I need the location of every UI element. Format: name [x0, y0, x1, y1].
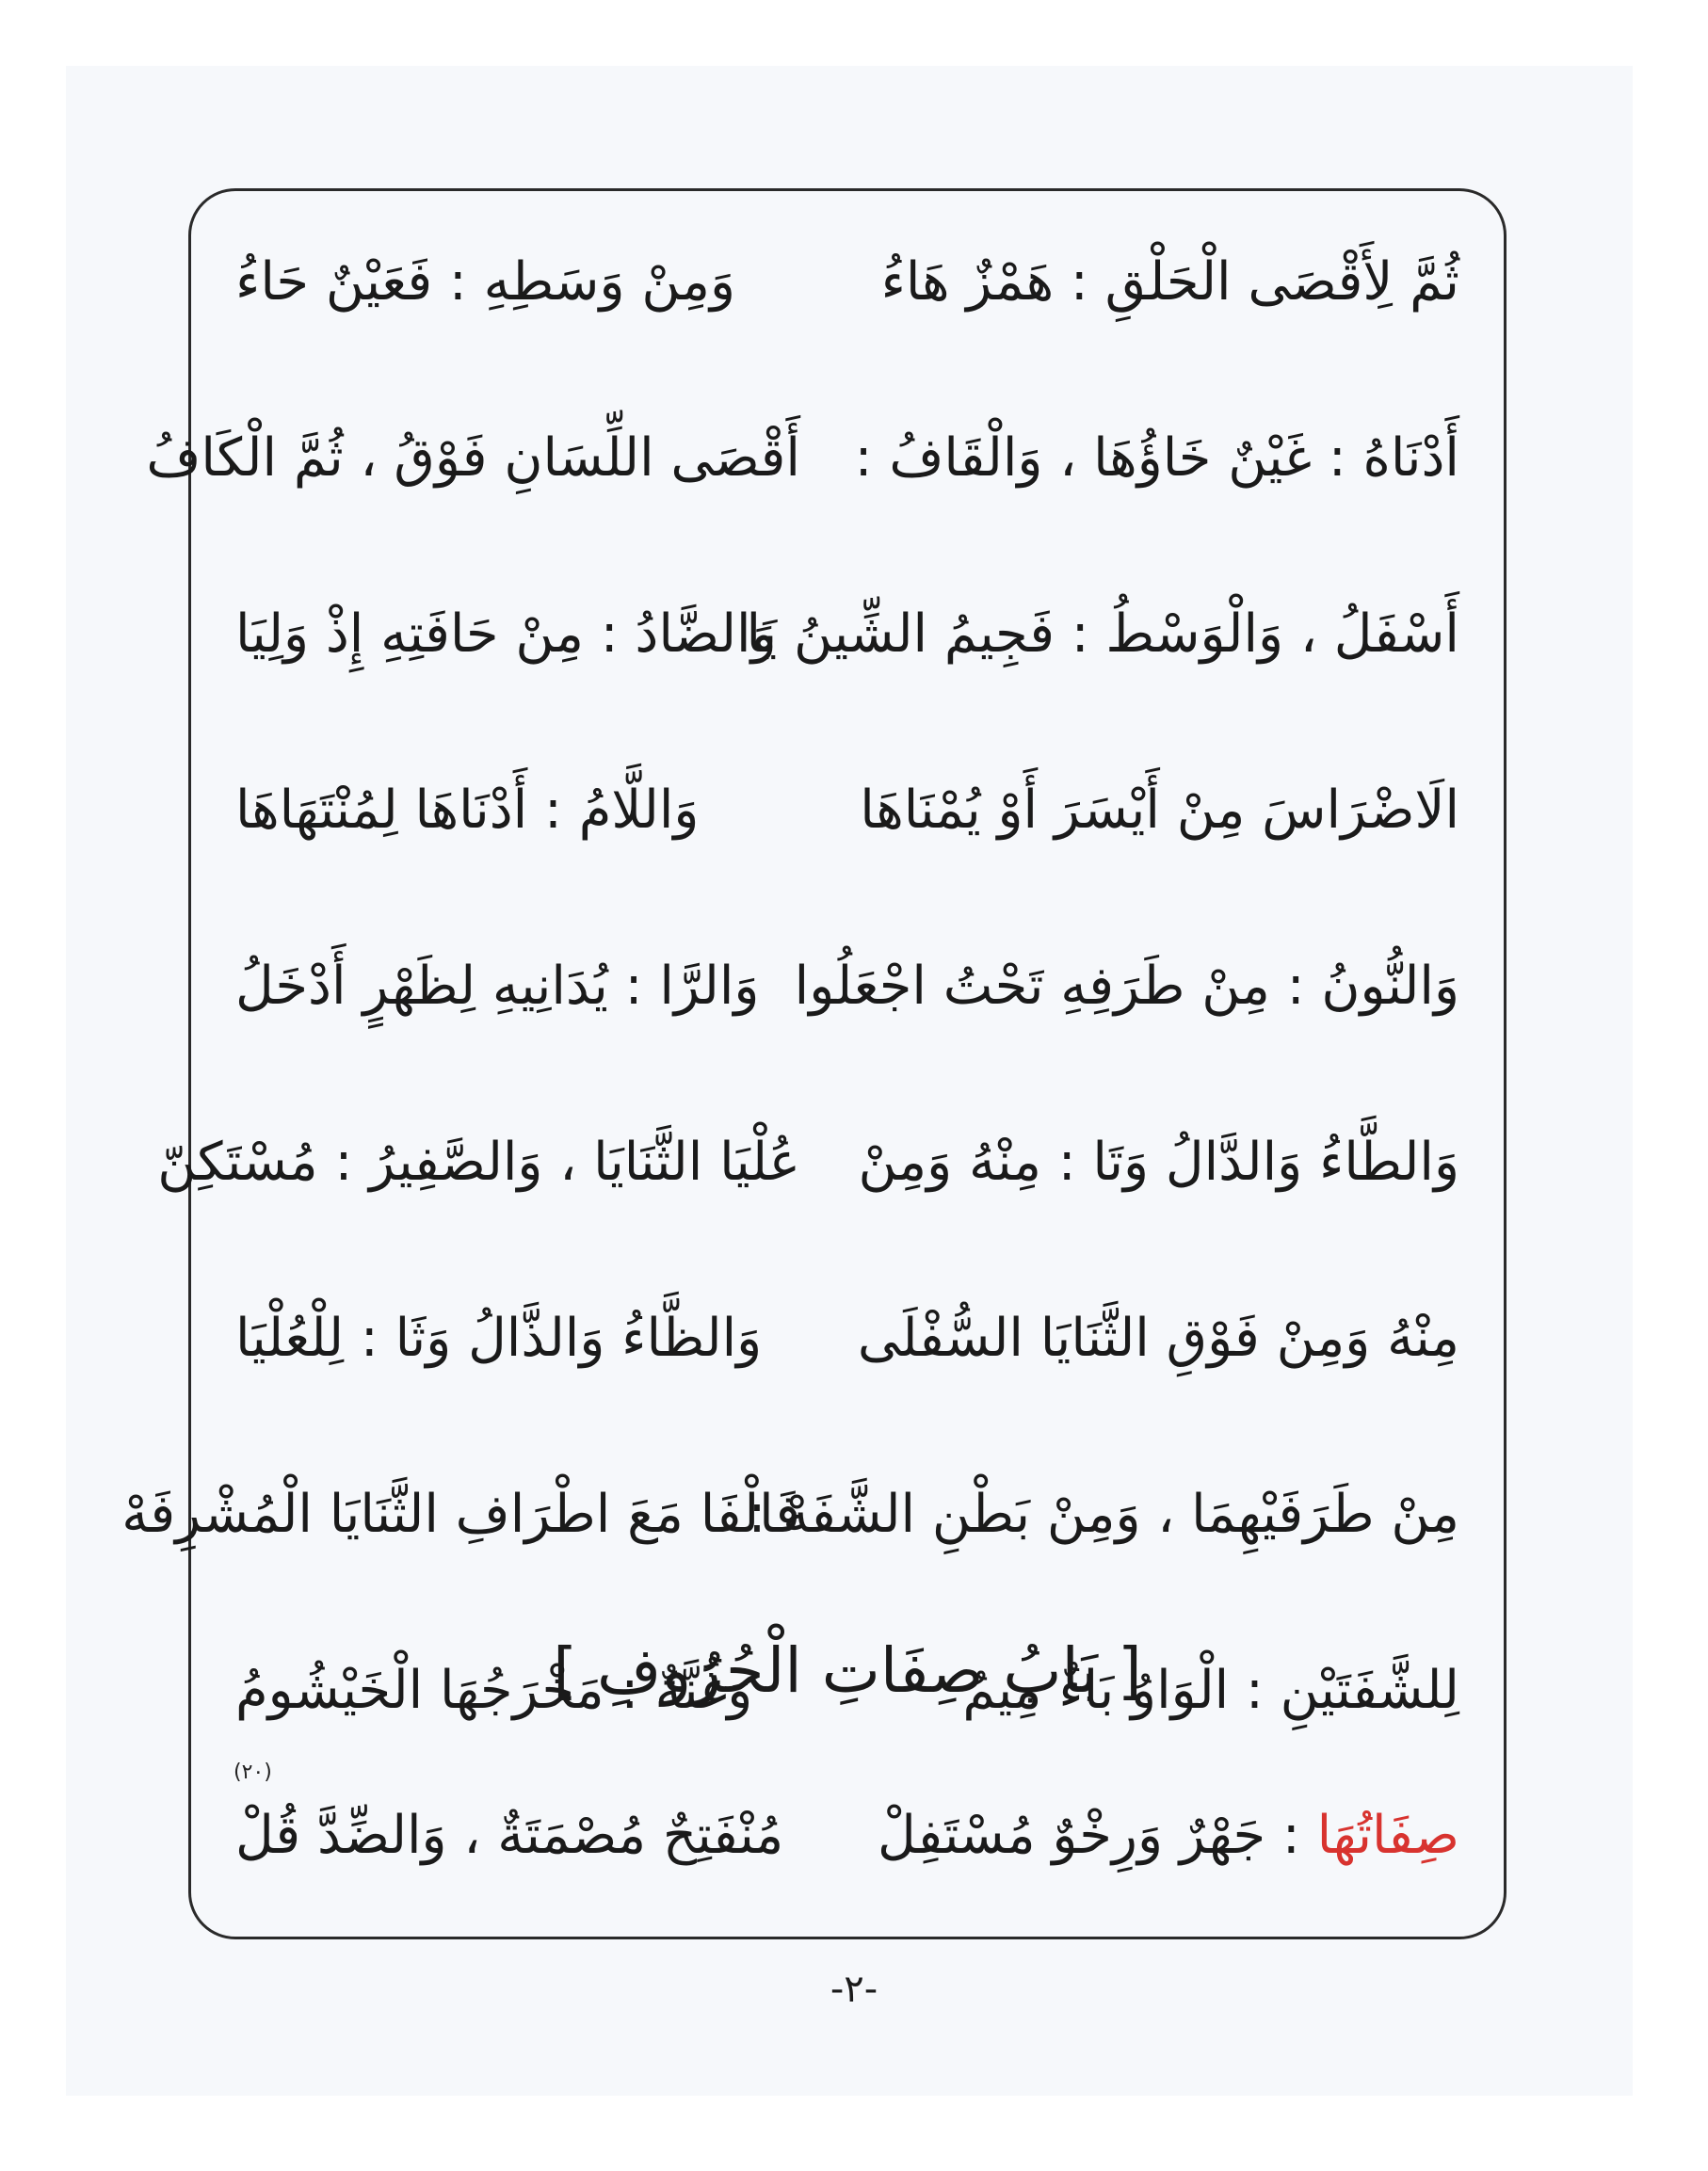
verse-first-hemistich: ثُمَّ لِأَقْصَى الْحَلْقِ : هَمْزٌ هَاءُ [880, 251, 1459, 313]
verse-second-hemistich: وَغُنَّةٌ : مَخْرَجُهَا الْخَيْشُومُ [235, 1660, 753, 1721]
verse-first-hemistich: أَدْنَاهُ : غَيْنٌ خَاؤُهَا ، وَالْقَافُ : [854, 427, 1459, 489]
verse-first-hemistich: لِلشَّفَتَيْنِ : الْوَاوُ بَاءٌ مِيمُ [962, 1660, 1459, 1721]
page-number: -٢- [830, 1968, 878, 2011]
verse-line [235, 1268, 1459, 1444]
verse-first-hemistich: وَالنُّونُ : مِنْ طَرَفِهِ تَحْتُ اجْعَلُوا [794, 956, 1459, 1017]
verse-second-hemistich: أَقْصَى اللِّسَانِ فَوْقُ ، ثُمَّ الْكَافُ [146, 427, 800, 489]
verse-second-hemistich: وَاللَّامُ : أَدْنَاهَا لِمُنْتَهَاهَا [235, 780, 700, 841]
verse-number: (٢٠) [234, 1761, 272, 1784]
verse-line [235, 1793, 1459, 1888]
verse-line [146, 388, 1459, 564]
verse-first-hemistich: وَالطَّاءُ وَالدَّالُ وَتَا : مِنْهُ وَمِنْ [858, 1132, 1459, 1193]
verse-line [235, 212, 1459, 388]
verse-second-hemistich: عُلْيَا الثَّنَايَا ، وَالصَّفِيرُ : مُسْتَكِنّ [157, 1132, 800, 1193]
verse-second-hemistich: فَالْفَا مَعَ اطْرَافِ الثَّنَايَا الْمُشْرِفَهْ [121, 1484, 800, 1545]
verse-line [157, 1092, 1459, 1268]
verse-second-hemistich: وَالضَّادُ : مِنْ حَافَتِهِ إِذْ وَلِيَا [235, 603, 777, 665]
verse-first-hemistich: مِنْ طَرَفَيْهِمَا ، وَمِنْ بَطْنِ الشَّفَهْ : [748, 1484, 1459, 1545]
attributes-label: صِفَاتُهَا [1316, 1805, 1459, 1866]
verse-line [235, 740, 1459, 916]
verse-first-hemistich-text: : جَهْرٌ وَرِخْوٌ مُسْتَفِلْ [877, 1805, 1317, 1866]
verse-line [235, 564, 1459, 740]
verse-second-hemistich: وَالرَّا : يُدَانِيهِ لِظَهْرٍ أَدْخَلُ [235, 956, 760, 1017]
verse-line [235, 916, 1459, 1092]
verse-line [121, 1444, 1459, 1620]
verse-second-hemistich: وَالظَّاءُ وَالذَّالُ وَثَا : لِلْعُلْيَا [235, 1308, 763, 1369]
chapter-title: [ بَابُ صِفَاتِ الْحُرُوفِ ] [553, 1634, 1142, 1707]
verse-second-hemistich: وَمِنْ وَسَطِهِ : فَعَيْنٌ حَاءُ [235, 251, 735, 313]
verse-second-hemistich: مُنْفَتِحٌ مُصْمَتَةٌ ، وَالضِّدَّ قُلْ [235, 1805, 784, 1866]
verse-first-hemistich: أَسْفَلُ ، وَالْوَسْطُ : فَجِيمُ الشِّينُ يَا [746, 603, 1459, 665]
verse-first-hemistich: مِنْهُ وَمِنْ فَوْقِ الثَّنَايَا السُّفْلَى [857, 1308, 1459, 1369]
verse-first-hemistich [877, 1793, 1459, 1878]
verse-first-hemistich: الَاضْرَاسَ مِنْ أَيْسَرَ أَوْ يُمْنَاهَا [860, 780, 1459, 841]
verses-list [121, 212, 1459, 1796]
